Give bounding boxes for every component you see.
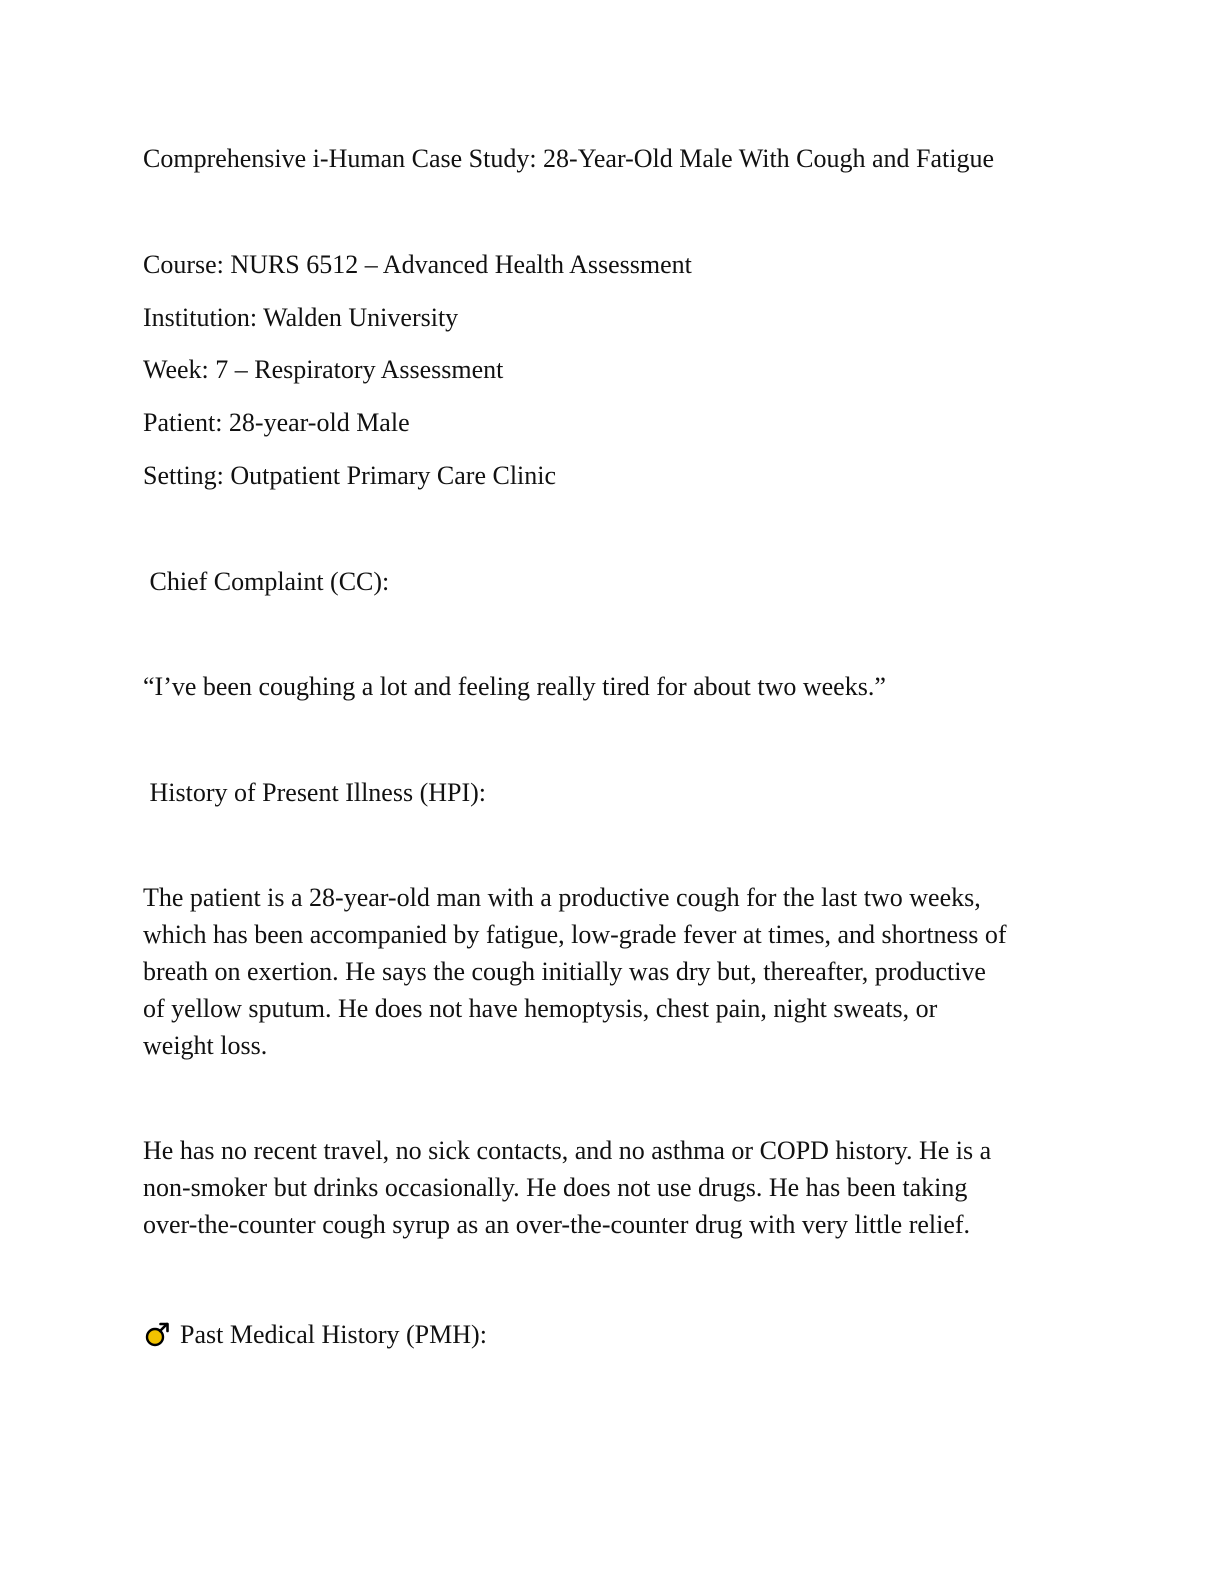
meta-setting: Setting: Outpatient Primary Care Clinic	[143, 461, 557, 490]
hpi-heading: History of Present Illness (HPI):	[143, 778, 487, 807]
male-sign-icon	[144, 1321, 172, 1349]
hpi-p1-line: weight loss.	[143, 1031, 268, 1060]
document-title: Comprehensive i-Human Case Study: 28-Year-Old Male With Cough and Fatigue	[143, 144, 995, 173]
hpi-p2-line: non-smoker but drinks occasionally. He does not use drugs. He has been taking	[143, 1173, 968, 1202]
hpi-p1-line: which has been accompanied by fatigue, low-grade fever at times, and shortness of	[143, 920, 1007, 949]
pmh-heading: Past Medical History (PMH):	[180, 1320, 487, 1349]
hpi-p1-line: of yellow sputum. He does not have hemoptysis, chest pain, night sweats, or	[143, 994, 938, 1023]
hpi-p1-line: breath on exertion. He says the cough initially was dry but, thereafter, productive	[143, 957, 986, 986]
meta-patient: Patient: 28-year-old Male	[143, 408, 410, 437]
meta-course: Course: NURS 6512 – Advanced Health Assessment	[143, 250, 692, 279]
chief-complaint-heading: Chief Complaint (CC):	[143, 567, 390, 596]
hpi-p2-line: over-the-counter cough syrup as an over-the-counter drug with very little relief.	[143, 1210, 971, 1239]
chief-complaint-quote: “I’ve been coughing a lot and feeling really tired for about two weeks.”	[143, 672, 886, 701]
hpi-p1-line: The patient is a 28-year-old man with a productive cough for the last two weeks,	[143, 883, 981, 912]
meta-week: Week: 7 – Respiratory Assessment	[143, 355, 504, 384]
meta-institution: Institution: Walden University	[143, 303, 459, 332]
pmh-heading-row	[144, 1317, 487, 1354]
hpi-p2-line: He has no recent travel, no sick contacts, and no asthma or COPD history. He is a	[143, 1136, 992, 1165]
